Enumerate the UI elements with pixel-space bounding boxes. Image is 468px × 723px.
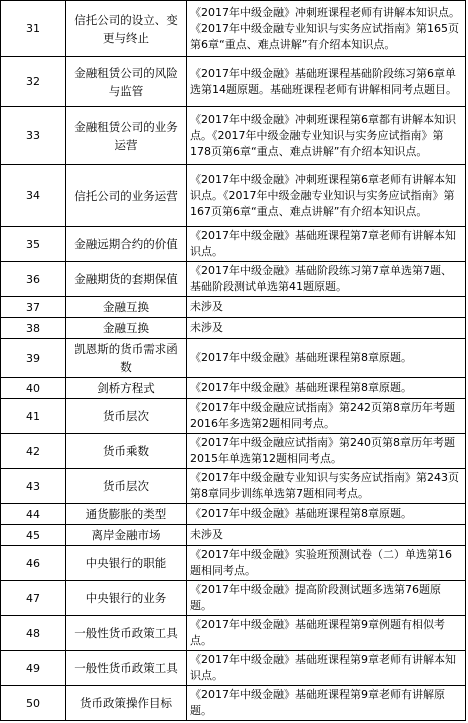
table-body (1, 1, 466, 721)
table-row (1, 297, 466, 318)
table-row (1, 378, 466, 399)
reference-cell: 《2017年中级金融应试指南》第240页第8章历年考题2015年单选第12题相同考点。 (187, 434, 466, 469)
row-number-cell: 44 (1, 504, 66, 525)
row-number-cell: 40 (1, 378, 66, 399)
table-row (1, 469, 466, 504)
topic-cell: 通货膨胀的类型 (66, 504, 187, 525)
reference-cell: 《2017年中级金融专业知识与实务应试指南》第243页第8章同步训练单选第7题相同考点。 (187, 469, 466, 504)
row-number-cell: 47 (1, 581, 66, 616)
table-row (1, 525, 466, 546)
row-number-cell: 49 (1, 651, 66, 686)
reference-cell: 《2017年中级金融》基础班课程第9章老师有讲解本知识点。 (187, 651, 466, 686)
reference-cell: 《2017年中级金融》冲刺班课程第6章都有讲解本知识点。《2017年中级金融专业知识与实务应试指南》第178页第6章“重点、难点讲解”有介绍本知识点。 (187, 107, 466, 165)
row-number-cell: 50 (1, 686, 66, 721)
topic-cell: 金融租赁公司的风险与监管 (66, 57, 187, 107)
row-number-cell: 43 (1, 469, 66, 504)
reference-cell: 《2017年中级金融》冲刺班课程老师有讲解本知识点。《2017年中级金融专业知识与实务应试指南》第165页第6章“重点、难点讲解”有介绍本知识点。 (187, 1, 466, 57)
topic-cell: 金融期货的套期保值 (66, 262, 187, 297)
row-number-cell: 45 (1, 525, 66, 546)
reference-cell: 《2017年中级金融》基础班课程第9章老师有讲解原题。 (187, 686, 466, 721)
table-row (1, 651, 466, 686)
row-number-cell: 38 (1, 318, 66, 339)
reference-cell: 未涉及 (187, 297, 466, 318)
row-number-cell: 41 (1, 399, 66, 434)
table-row (1, 581, 466, 616)
table-row (1, 318, 466, 339)
table-row (1, 546, 466, 581)
table-row (1, 434, 466, 469)
topic-cell: 一般性货币政策工具 (66, 651, 187, 686)
reference-cell: 《2017年中级金融》基础班课程第8章原题。 (187, 339, 466, 378)
reference-cell: 《2017年中级金融》基础班课程基础阶段练习第6章单选第14题原题。基础班课程老师有讲解相同考点题目。 (187, 57, 466, 107)
topic-cell: 金融互换 (66, 318, 187, 339)
row-number-cell: 34 (1, 165, 66, 227)
row-number-cell: 35 (1, 227, 66, 262)
row-number-cell: 32 (1, 57, 66, 107)
reference-cell: 未涉及 (187, 318, 466, 339)
topic-cell: 货币层次 (66, 469, 187, 504)
reference-cell: 《2017年中级金融》提高阶段测试题多选第76题原题。 (187, 581, 466, 616)
reference-cell: 《2017年中级金融》实验班预测试卷（二）单选第16题相同考点。 (187, 546, 466, 581)
table-row (1, 339, 466, 378)
topic-cell: 金融租赁公司的业务运营 (66, 107, 187, 165)
table-row (1, 616, 466, 651)
row-number-cell: 39 (1, 339, 66, 378)
topic-cell: 货币乘数 (66, 434, 187, 469)
topic-cell: 离岸金融市场 (66, 525, 187, 546)
table-row (1, 57, 466, 107)
topic-cell: 信托公司的业务运营 (66, 165, 187, 227)
table-row (1, 399, 466, 434)
table-row (1, 107, 466, 165)
topic-cell: 剑桥方程式 (66, 378, 187, 399)
row-number-cell: 48 (1, 616, 66, 651)
topic-cell: 货币政策操作目标 (66, 686, 187, 721)
row-number-cell: 46 (1, 546, 66, 581)
table-row (1, 1, 466, 57)
topic-cell: 中央银行的业务 (66, 581, 187, 616)
row-number-cell: 31 (1, 1, 66, 57)
row-number-cell: 42 (1, 434, 66, 469)
table-row (1, 686, 466, 721)
row-number-cell: 33 (1, 107, 66, 165)
reference-cell: 未涉及 (187, 525, 466, 546)
topic-cell: 一般性货币政策工具 (66, 616, 187, 651)
reference-cell: 《2017年中级金融》基础阶段练习第7章单选第7题、基础阶段测试单选第41题原题。 (187, 262, 466, 297)
topic-cell: 凯恩斯的货币需求函数 (66, 339, 187, 378)
table-row (1, 165, 466, 227)
topic-cell: 货币层次 (66, 399, 187, 434)
reference-cell: 《2017年中级金融》基础班课程第7章老师有讲解本知识点。 (187, 227, 466, 262)
table-row (1, 227, 466, 262)
topic-cell: 金融远期合约的价值 (66, 227, 187, 262)
reference-cell: 《2017年中级金融》基础班课程第9章例题有相似考点。 (187, 616, 466, 651)
reference-cell: 《2017年中级金融》冲刺班课程第6章老师有讲解本知识点。《2017年中级金融专业知识与实务应试指南》第167页第6章“重点、难点讲解”有介绍本知识点。 (187, 165, 466, 227)
topic-cell: 金融互换 (66, 297, 187, 318)
topic-cell: 中央银行的职能 (66, 546, 187, 581)
reference-cell: 《2017年中级金融》基础班课程第8章原题。 (187, 378, 466, 399)
table-row (1, 504, 466, 525)
reference-cell: 《2017年中级金融应试指南》第242页第8章历年考题2016年多选第2题相同考点。 (187, 399, 466, 434)
table-row (1, 262, 466, 297)
topic-cell: 信托公司的设立、变更与终止 (66, 1, 187, 57)
row-number-cell: 36 (1, 262, 66, 297)
reference-cell: 《2017年中级金融》基础班课程第8章原题。 (187, 504, 466, 525)
row-number-cell: 37 (1, 297, 66, 318)
